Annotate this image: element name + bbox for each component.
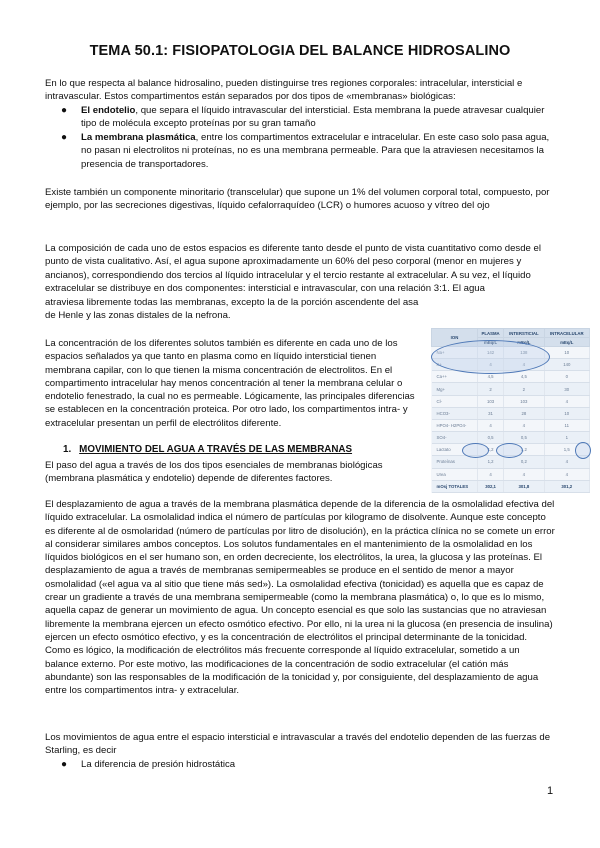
table-cell: 302,1 [477, 480, 503, 492]
table-cell: Ca++ [432, 371, 478, 383]
column-header: INTRACELULAR [544, 329, 589, 338]
table-cell: 28 [504, 407, 544, 419]
osmolality-paragraph: El desplazamiento de agua a través de la membrana plasmática depende de la diferencia de la osmolalidad efectiva del líquido extracelular. La osmolalidad indica el número de partículas por kilogramo de disolvente. Aunque este concepto es diferente al de osmolaridad (número de partículas por litro de disolución), en la práctica clínica no se comete un error al considerar similares ambos conceptos. Los solutos fundamentales en el mantenimiento de la osmolalidad en los líquidos biológicos en el ser humano son, en orden decreciente, los electrólitos, la urea, la glucosa y las proteínas. El desplazamiento de agua a través de membranas semipermeables se produce en el sentido de menor a mayor osmolalidad («el agua va al sitio que tiene más sed»). La osmolalidad efectiva (tonicidad) es aquella que es capaz de crear un gradiente a través de una membrana semipermeable (como la membrana plasmática) o, lo que es lo mismo, aquella capaz de generar un movimiento de agua. Un concepto esencial es que solo las sustancias que no atraviesan libremente la membrana ejercen un efecto osmótico efectivo. Por ello, ni la urea ni la glucosa (en presencia de insulina) ejercen un efecto osmótico efectivo, y es la concentración de electrólitos el principal determinante de la tonicidad. Como es lógico, la modificación de electrólitos más frecuente corresponde al líquido extracelular, sometido a un balance externo. Por este motivo, las modificaciones de la concentración de sodio extracelular (el catión más abundante) son las responsables de la modificación de la tonicidad y, por consiguiente, del desplazamiento de agua entre los compartimentos intra- y extracelular. [45, 499, 555, 697]
column-header: INTERSTICIAL [504, 329, 544, 338]
table-cell: 2 [504, 383, 544, 395]
table-cell: Na+ [432, 347, 478, 359]
table-cell: K+ [432, 359, 478, 371]
table-cell: 11 [544, 419, 589, 431]
list-item-endotelio: ● El endotelio, que separa el líquido intravascular del intersticial. Esta membrana la puede atravesar cualquier tipo de molécula excepto proteínas por su gran tamaño [61, 105, 545, 130]
table-cell: 4 [544, 456, 589, 468]
table-cell: 4,5 [504, 371, 544, 383]
table-cell: Urea [432, 468, 478, 480]
unit-header: mEq/L [477, 338, 503, 347]
table-cell: HPO4- H2PO4- [432, 419, 478, 431]
bullet-icon: ● [61, 105, 68, 116]
table-row [432, 395, 590, 407]
table-row [432, 419, 590, 431]
solutes-paragraph: La concentración de los diferentes solutos también es diferente en cada uno de los espacios señalados ya que tanto en plasma como en líquido intersticial tienen membrana capilar, con lo que tienen la misma concentración de electrolitos. En el compartimento intracelular hay menos concentración al tener la membrana celular o endotelio fenestrado, la cual no es permeable. Lógicamente, las principales diferencias se establecen en la concentración proteica. Por otro lado, los compartimentos intra- y extracelular presentan un perfil de electrólitos diferente. [45, 338, 415, 429]
table-row [432, 383, 590, 395]
column-header: ION [432, 329, 478, 347]
table-cell: 4 [544, 395, 589, 407]
transcellular-paragraph: Existe también un componente minoritario (transcelular) que supone un 1% del volumen corporal total, compuesto, por ejemplo, por las secreciones digestivas, líquido cefalorraquídeo (LCR) o humores acuoso y vítreo del ojo [45, 187, 550, 212]
bullet-icon: ● [61, 132, 68, 143]
table-cell: 1 [544, 432, 589, 444]
table-cell: SO4- [432, 432, 478, 444]
table-cell: 0,5 [504, 432, 544, 444]
table-cell: 301,8 [504, 480, 544, 492]
starling-paragraph: Los movimientos de agua entre el espacio intersticial e intravascular a través del endotelio dependen de las fuerzas de Starling, es decir [45, 732, 551, 757]
table-cell: 4 [504, 468, 544, 480]
table-cell: Mg+ [432, 383, 478, 395]
section-intro-paragraph: El paso del agua a través de los dos tipos esenciales de membranas biológicas (membrana plasmática y endotelio) depende de diferentes factores. [45, 460, 383, 485]
table-cell: 142 [477, 347, 503, 359]
table-cell: 10 [544, 347, 589, 359]
table-cell: 0 [544, 371, 589, 383]
table-cell: 1,2 [477, 444, 503, 456]
unit-header: mEq/L [544, 338, 589, 347]
page-number: 1 [547, 785, 554, 797]
table-cell: 4 [544, 468, 589, 480]
composition-paragraph: La composición de cada uno de estos espacios es diferente tanto desde el punto de vista cuantitativo como desde el punto de vista cualitativo. Así, el agua supone aproximadamente un 60% del peso corporal (menor en mujeres y ancianos), correspondiendo dos tercios al líquido intracelular y el tercio restante al extracelular. A su vez, el líquido extracelular se distribuye en dos componentes: intersticial e intravascular, con una relación 3:1. El agua [45, 243, 541, 294]
table-cell: 1,5 [544, 444, 589, 456]
table-cell: 140 [544, 359, 589, 371]
table-row [432, 432, 590, 444]
bullet-icon: ● [61, 759, 68, 770]
table-cell: HCO3- [432, 407, 478, 419]
table-cell: 138 [504, 347, 544, 359]
table-cell: 1,2 [477, 456, 503, 468]
table-cell: 2 [477, 383, 503, 395]
table-cell: 31 [477, 407, 503, 419]
table-cell: 4,5 [477, 371, 503, 383]
table-cell: 4 [477, 468, 503, 480]
table-cell: 0,2 [504, 456, 544, 468]
intro-paragraph: En lo que respecta al balance hidrosalino, pueden distinguirse tres regiones corporales: intracelular, intersticial e intravascular. Estos compartimentos están separados por dos tipos de «membranas» biológicas: [45, 78, 523, 103]
table-cell: 103 [477, 395, 503, 407]
table-cell: 4 [477, 419, 503, 431]
section-heading: 1. MOVIMIENTO DEL AGUA A TRAVÉS DE LAS MEMBRANAS [63, 444, 353, 455]
table-cell: 30 [544, 383, 589, 395]
table-cell: Cl- [432, 395, 478, 407]
list-item-presion-hidrostatica: ● La diferencia de presión hidrostática [61, 759, 236, 770]
page-title: TEMA 50.1: FISIOPATOLOGIA DEL BALANCE HIDROSALINO [89, 43, 511, 59]
list-item-membrana-plasmatica: ● La membrana plasmática, entre los compartimentos extracelular e intracelular. En este caso solo pasa agua, no pasan ni electrolitos ni proteínas, no es una membrana permeable. Para que la atraviesen necesitamos la presencia de transportadores. [61, 132, 550, 170]
table-cell: 103 [504, 395, 544, 407]
table-total-row [432, 480, 590, 492]
table-cell: 1,2 [504, 444, 544, 456]
table-cell: Proteínas [432, 456, 478, 468]
table-row [432, 371, 590, 383]
table-cell: 4 [504, 359, 544, 371]
column-header: PLASMA [477, 329, 503, 338]
table-cell: 10 [544, 407, 589, 419]
table-row [432, 407, 590, 419]
table-cell: 0,5 [477, 432, 503, 444]
table-row [432, 359, 590, 371]
table-cell: Lactato [432, 444, 478, 456]
table-row [432, 468, 590, 480]
ion-concentration-table [431, 328, 590, 493]
table-row [432, 444, 590, 456]
table-row [432, 456, 590, 468]
table-cell: 4 [477, 359, 503, 371]
table-cell: 4 [504, 419, 544, 431]
unit-header: mEq/L [504, 338, 544, 347]
table-cell: mOsj TOTALES [432, 480, 478, 492]
composition-paragraph-continued: atraviesa libremente todas las membranas, excepto la de la porción ascendente del asa de Henle y las zonas distales de la nefrona. [45, 297, 419, 322]
table-header-row [432, 329, 590, 338]
table-cell: 301,2 [544, 480, 589, 492]
table-row [432, 347, 590, 359]
